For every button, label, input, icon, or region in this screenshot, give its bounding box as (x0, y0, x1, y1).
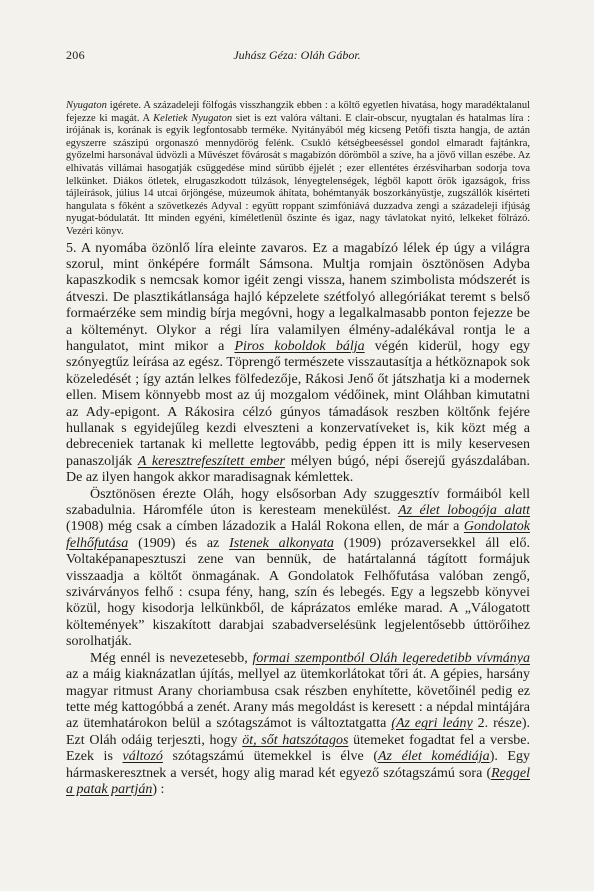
body-paragraph-prose-poems (66, 487, 530, 651)
italic-title: A keresztrefeszített ember (137, 453, 285, 469)
text-run: végén kiderül, hogy egy szónyegtűz leírása az egész. Töprengő természete visszautasítja a hétköznapok sok közeledését ; így aztán lelkes fölfedezője, Rákosi Jenő őt játszhatja ki a modernek ellen. Misem könnyebb most az új mozgalom védőinek, mint Oláhban kimutatni az Ady-epigont. A Rákosira célzó gúnyos támadások reszben költőnk fejére hullanak s egyidejűleg kezdi elveszteni a konzervatíveket is, kik közt még a debreceniek tartanak ki mellette legtovább, pedig éppen itt is mily keservesen panaszolják (66, 338, 530, 469)
text-run: az a máig kiaknázatlan újítás, mellyel az ütemkorlátokat tőri át. A gépies, harsány magyar ritmust Arany choriambusa csak részben enyhítette, követőinél pedig ez tette még kattogóbbá a zenét. Arany más megoldást is keresett : a népdal mintájára az ütemhatárokon belül a szótagszámot is változtatgatta (66, 667, 530, 732)
italic-title: Reggel a patak partján (66, 765, 530, 797)
text-run: igérete. A századeleji fölfogás visszhangzik ebben : a költő egyetlen hivatása, hogy maradéktalanul fejezze ki magát. A (66, 100, 530, 124)
text-run: mélyen búgó, népi őserejű gyászdalában. De az ilyen hangok akkor maradisagnak kémlettek. (66, 453, 530, 486)
italic-title: öt, sőt hatszótagos (242, 732, 349, 748)
text-run: siet is ezt valóra váltani. E clair-obscur, nyugtalan és hatalmas líra : irójának is, korának is egyik legfontosabb terméke. Nyitányából még kicseng Petőfi tiszta hangja, de aztán egyszerre szászipú orgonaszó mennydörög felénk. Csukló kétségbeeséssel gondol elmaradt fajtánkra, győzelmi harsonával üdvözli a Művészet fővárosát s magabízón dörömböl a szíve, ha a jövő villan eszébe. Az elhívatás villámai hasogatják csüggedése mind sűrűbb éjjelét ; ezer ellentétes érzésviharban sodorja tova lelkünket. Diákos ötletek, elrugaszkodott túlzások, lényegtelenségek, légből kapott örök igazságok, friss tájleírások, július 14 utcai őrjöngése, múzeumok áhítata, bohémtanyák boszorkányüstje, zugszállók kísérteti hangulata s főként a szövetkezés Adyval : együtt roppant szimfóniává duzzadva zengi a századeleji ifjúság nyugat-bódulatát. Itt minden egyéni, kíméletlenül őszinte és igaz, nagy távlatokat nyitó, lelkeket fölrázó. Vezéri könyv. (66, 112, 531, 237)
italic-title: Az élet komédiája (378, 749, 490, 765)
italic-title: formai szempontból Oláh legeredetibb vívmánya (252, 650, 530, 666)
text-run: (1909) prózaversekkel áll elő. Voltaképanapesztuszi zene van bennük, de határtalanná tágított formájuk visszaadja a költőt önmagának. A Gondolatok Felhőfutása valóban zengő, szivárványos felhő : csupa fény, hang, szín és lebegés. Egy a legszebb könyvei közül, hogy kisodorja lelkünkből, de káprázatos emléke marad. A „Válogatott költemények” kiszakított darabjai szabadverselésünk legjelentősebb úttörőihez sorolhatják. (66, 535, 530, 650)
text-run: (1909) és az (128, 535, 230, 551)
text-run: Ösztönösen érezte Oláh, hogy elsősorban Ady szuggesztív formáiból kell szabadulnia. Háromféle úton is keresteam menekülést. (66, 486, 530, 519)
italic-title: Istenek alkonyata (229, 535, 334, 551)
page-body (66, 100, 530, 798)
page-number: 206 (66, 48, 85, 62)
italic-title: Gondolatok felhőfutása (66, 519, 530, 551)
text-run: 5. A nyomába özönlő líra eleinte zavaros. Ez a magabízó lélek ép úgy a világra szorul, mint önképére formált Sámsona. Multja romjain ösztönösen Adyba kapaszkodik s nemcsak komor igéit zengi vissza, hanem szimbolista módszerét is átveszi. De plasztikátlansága hajló képzelete szétfolyó allegóriákat teremt s belső formaérzéke sem mindig bírja megóvni, hogy a legalkalmasabb ponton fejezze be a költeményt. Olykor a régi líra valamilyen élmény-adalékával rontja le a hangulatot, mint mikor a (66, 240, 530, 354)
small-print-paragraph (66, 100, 530, 239)
section-5-paragraph (66, 241, 530, 487)
text-run: ) : (152, 781, 165, 797)
text-run: (1908) még csak a címben lázadozik a Halál Rokona ellen, de már a (66, 519, 464, 535)
italic-title: Nyugaton (191, 112, 233, 124)
italic-title: Piros koboldok bálja (234, 338, 365, 354)
text-run: Még ennél is nevezetesebb, (90, 650, 253, 666)
italic-title: Keletiek (153, 112, 188, 124)
text-run: ütemeket fogadtat fel a versbe. Ezek is (66, 732, 530, 765)
italic-title: (Az egri leány (391, 716, 473, 732)
italic-title: változó (122, 749, 163, 765)
text-run: ). Egy hármaskeresztnek a versét, hogy alig marad két egyező szótagszámú sora ( (66, 749, 530, 781)
italic-title: Nyugaton (66, 100, 107, 111)
text-run: 2. része). Ezt Oláh odáig terjeszti, hogy (66, 716, 530, 748)
text-run: szótagszámú ütemekkel is élve ( (162, 749, 378, 765)
running-head: Juhász Géza: Oláh Gábor. (233, 48, 361, 62)
body-paragraph-meter-innovation (66, 651, 530, 799)
italic-title: Az élet lobogója alatt (398, 503, 531, 519)
page-header (66, 48, 528, 64)
